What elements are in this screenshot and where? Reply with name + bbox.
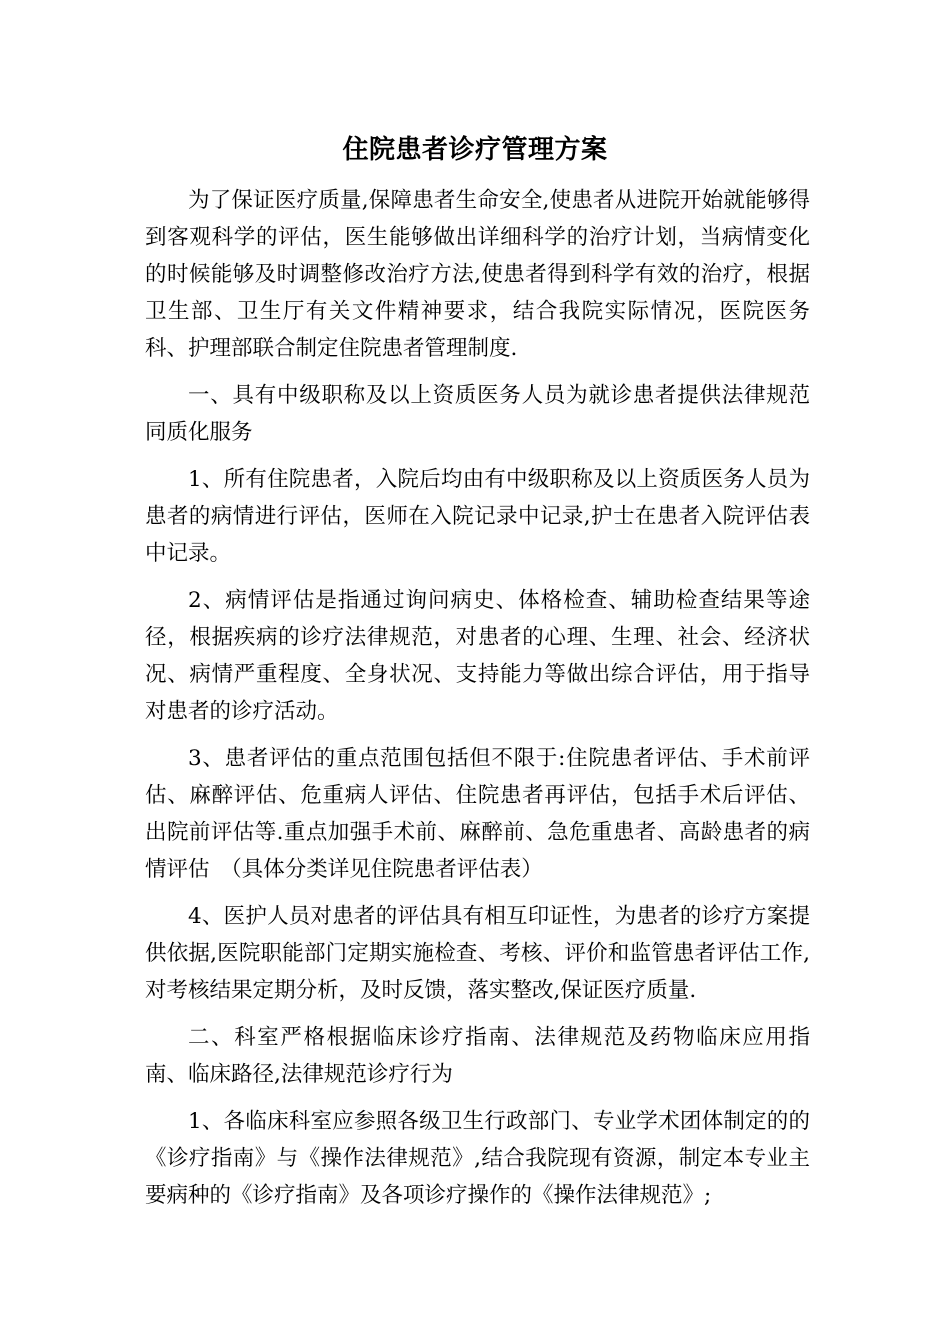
- paragraph-section-two-item-1: 1、各临床科室应参照各级卫生行政部门、专业学术团体制定的的《诊疗指南》与《操作法律规范》,结合我院现有资源，制定本专业主要病种的《诊疗指南》及各项诊疗操作的《操作法律规范》;: [145, 1109, 810, 1208]
- document-body: [145, 182, 810, 1224]
- paragraph-item-3: 3、患者评估的重点范围包括但不限于:住院患者评估、手术前评估、麻醉评估、危重病人评估、住院患者再评估，包括手术后评估、出院前评估等.重点加强手术前、麻醉前、急危重患者、高龄患者的病情评估 （具体分类详见住院患者评估表）: [145, 746, 810, 882]
- page-title: 住院患者诊疗管理方案: [342, 135, 608, 165]
- paragraph-section-two-heading: 二、科室严格根据临床诊疗指南、法律规范及药物临床应用指南、临床路径,法律规范诊疗行为: [145, 1025, 810, 1087]
- paragraph-intro: 为了保证医疗质量,保障患者生命安全,使患者从进院开始就能够得到客观科学的评估，医生能够做出详细科学的治疗计划，当病情变化的时候能够及时调整修改治疗方法,使患者得到科学有效的治疗，根据卫生部、卫生厅有关文件精神要求，结合我院实际情况，医院医务科、护理部联合制定住院患者管理制度.: [145, 188, 810, 361]
- paragraph-item-1: 1、所有住院患者，入院后均由有中级职称及以上资质医务人员为患者的病情进行评估，医师在入院记录中记录,护士在患者入院评估表中记录。: [145, 467, 810, 566]
- paragraph-item-4: 4、医护人员对患者的评估具有相互印证性，为患者的诊疗方案提供依据,医院职能部门定期实施检查、考核、评价和监管患者评估工作,对考核结果定期分析，及时反馈，落实整改,保证医疗质量.: [145, 904, 810, 1003]
- paragraph-section-one-heading: 一、具有中级职称及以上资质医务人员为就诊患者提供法律规范同质化服务: [145, 383, 810, 445]
- paragraph-item-2: 2、病情评估是指通过询问病史、体格检查、辅助检查结果等途径，根据疾病的诊疗法律规范，对患者的心理、生理、社会、经济状况、病情严重程度、全身状况、支持能力等做出综合评估，用于指导对患者的诊疗活动。: [145, 588, 810, 724]
